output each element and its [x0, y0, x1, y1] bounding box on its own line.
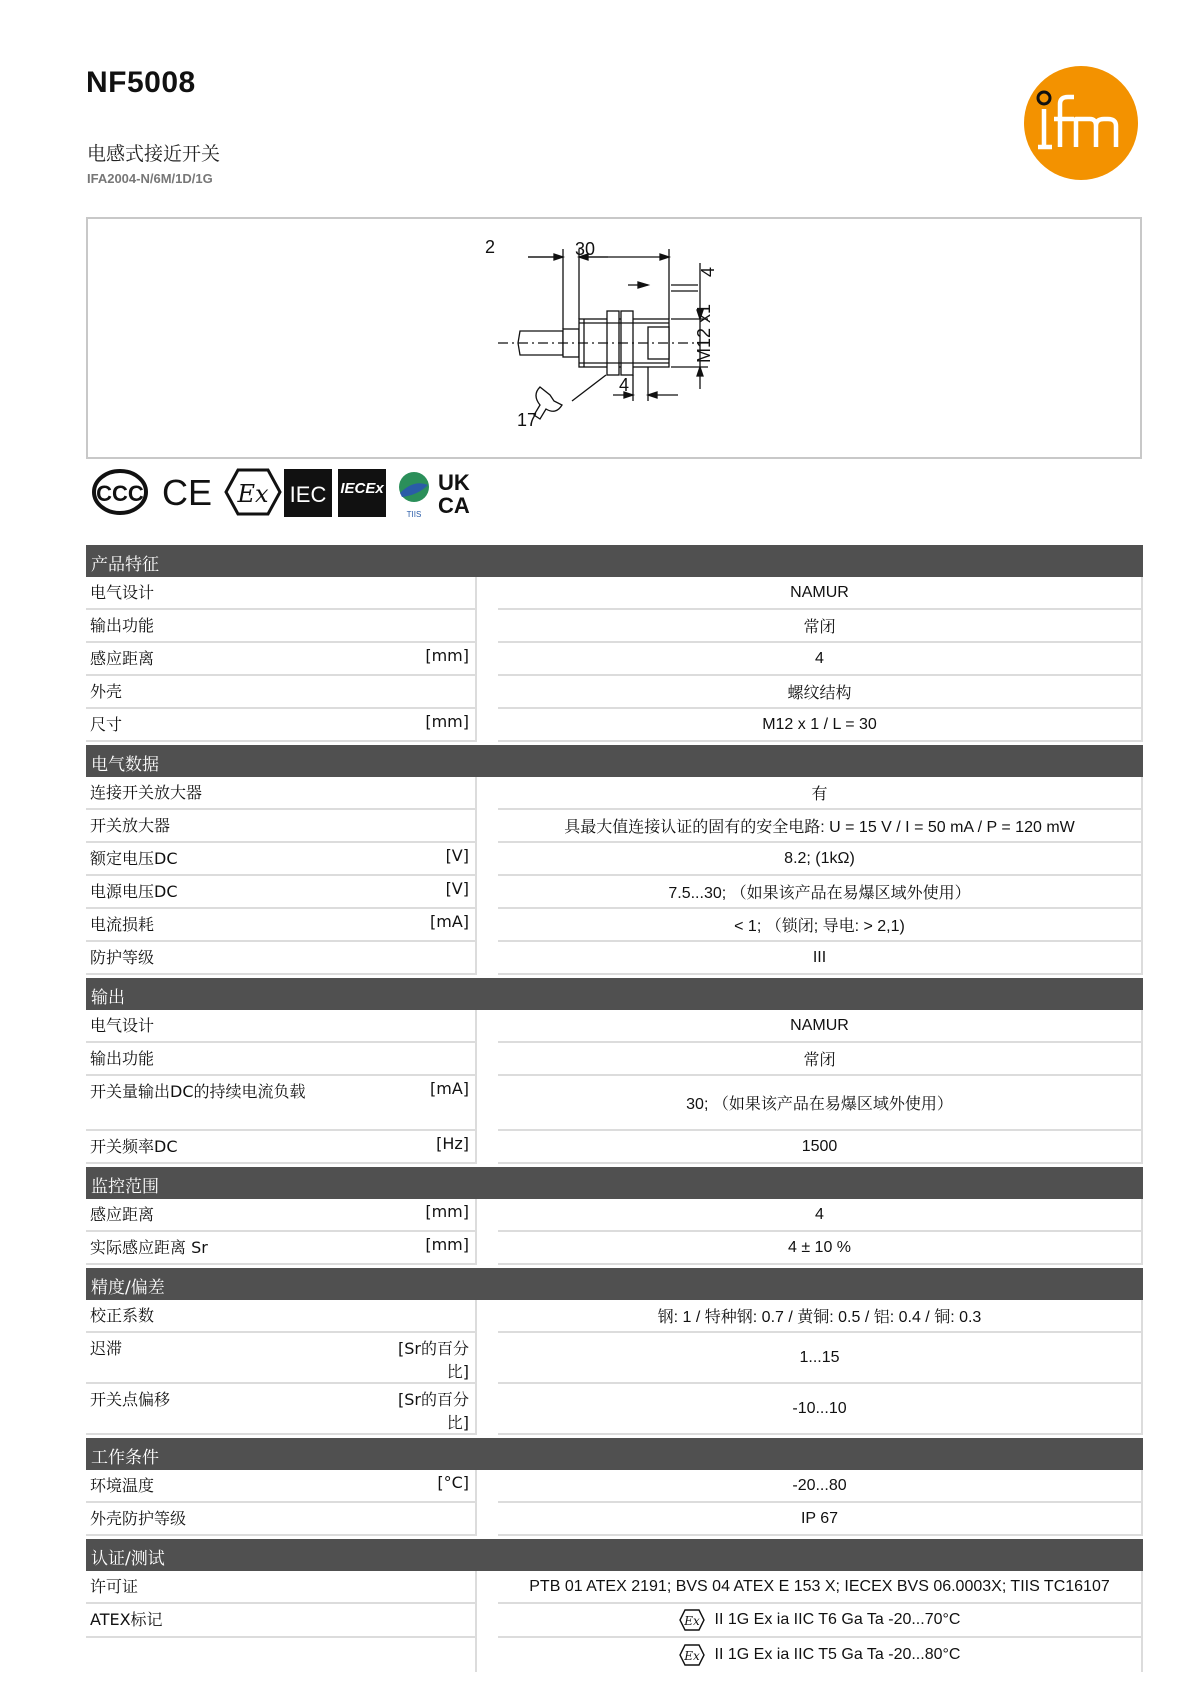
- spec-unit: [385, 1300, 477, 1333]
- spec-label: 许可证: [86, 1571, 385, 1604]
- spec-label: 迟滞: [86, 1333, 385, 1384]
- spec-label: 电源电压DC: [86, 876, 385, 909]
- spec-unit: [mA]: [385, 1076, 477, 1131]
- spec-value: NAMUR: [498, 1010, 1143, 1043]
- spec-value: 1500: [498, 1131, 1143, 1164]
- spec-value: NAMUR: [498, 577, 1143, 610]
- spec-label: 感应距离: [86, 643, 385, 676]
- spec-value: 8.2; (1kΩ): [498, 843, 1143, 876]
- spec-label: ATEX标记: [86, 1604, 385, 1638]
- spec-label: 开关放大器: [86, 810, 385, 843]
- spec-label: 电气设计: [86, 577, 385, 610]
- spec-label: 电气设计: [86, 1010, 385, 1043]
- spec-unit: [V]: [385, 843, 477, 876]
- spec-unit: [385, 1638, 477, 1672]
- section-title-output: 输出: [86, 978, 1143, 1010]
- spec-unit: [385, 1604, 477, 1638]
- spec-unit: [Hz]: [385, 1131, 477, 1164]
- section-title-electrical: 电气数据: [86, 745, 1143, 777]
- spec-unit: [°C]: [385, 1470, 477, 1503]
- svg-text:CE: CE: [162, 472, 213, 513]
- section-title-accuracy: 精度/偏差: [86, 1268, 1143, 1300]
- dim-4-top: 4: [698, 266, 718, 277]
- spec-value: -10...10: [498, 1384, 1143, 1435]
- spec-unit: [385, 676, 477, 709]
- svg-text:IEC: IEC: [289, 482, 327, 507]
- spec-value: -20...80: [498, 1470, 1143, 1503]
- spec-unit: [mm]: [385, 709, 477, 742]
- spec-unit: [385, 1043, 477, 1076]
- section-title-approvals: 认证/测试: [86, 1539, 1143, 1571]
- spec-unit: [V]: [385, 876, 477, 909]
- dim-30: 30: [575, 239, 596, 259]
- ce-icon: [162, 472, 212, 513]
- iec-icon: [284, 469, 332, 517]
- spec-label: 实际感应距离 Sr: [86, 1232, 385, 1265]
- spec-value: 具最大值连接认证的固有的安全电路: U = 15 V / I = 50 mA / P = 120 mW: [498, 810, 1143, 843]
- certification-logos: [92, 465, 512, 521]
- ex-mark-icon: [679, 1643, 705, 1667]
- ex-mark-icon: [679, 1608, 705, 1632]
- atex-marking: II 1G Ex ia IIC T5 Ga Ta -20...80°C: [714, 1646, 961, 1664]
- section-title-monitoring: 监控范围: [86, 1167, 1143, 1199]
- svg-text:IECEx: IECEx: [340, 480, 384, 497]
- spec-unit: [385, 1571, 477, 1604]
- spec-value: 钢: 1 / 特种钢: 0.7 / 黄铜: 0.5 / 铝: 0.4 / 铜: 0.3: [498, 1300, 1143, 1333]
- dimension-drawing: [86, 217, 1142, 459]
- iecex-icon: [338, 469, 386, 517]
- spec-value: III: [498, 942, 1143, 975]
- spec-label: 尺寸: [86, 709, 385, 742]
- spec-label: 输出功能: [86, 610, 385, 643]
- spec-value: 4: [498, 643, 1143, 676]
- spec-value: [498, 1638, 1143, 1672]
- svg-text:TIIS: TIIS: [406, 510, 422, 519]
- spec-label: 输出功能: [86, 1043, 385, 1076]
- spec-value: < 1; （锁闭; 导电: > 2,1): [498, 909, 1143, 942]
- spec-unit: [mA]: [385, 909, 477, 942]
- section-title-product: 产品特征: [86, 545, 1143, 577]
- spec-unit: [385, 810, 477, 843]
- spec-unit: [385, 1010, 477, 1043]
- dim-thread: M12 x1: [694, 303, 714, 363]
- specification-table: [86, 545, 1143, 1672]
- spec-unit: [385, 577, 477, 610]
- tiis-icon: [399, 472, 429, 519]
- spec-value: 常闭: [498, 1043, 1143, 1076]
- spec-label: 防护等级: [86, 942, 385, 975]
- spec-value: PTB 01 ATEX 2191; BVS 04 ATEX E 153 X; IECEX BVS 06.0003X; TIIS TC16107: [498, 1571, 1143, 1604]
- spec-unit: [Sr的百分比]: [385, 1333, 477, 1384]
- svg-text:Ex: Ex: [683, 1649, 700, 1663]
- ifm-logo: [1022, 64, 1140, 182]
- spec-value: 螺纹结构: [498, 676, 1143, 709]
- svg-text:Ex: Ex: [237, 480, 269, 508]
- spec-label: 开关量输出DC的持续电流负载: [86, 1076, 385, 1131]
- svg-text:Ex: Ex: [683, 1614, 700, 1628]
- atex-marking: II 1G Ex ia IIC T6 Ga Ta -20...70°C: [714, 1611, 961, 1629]
- dim-4-bottom: 4: [619, 375, 630, 395]
- ukca-icon: [438, 470, 470, 518]
- dim-2: 2: [485, 237, 496, 257]
- spec-value: [498, 1604, 1143, 1638]
- spec-value: 4: [498, 1199, 1143, 1232]
- spec-value: 30; （如果该产品在易爆区域外使用）: [498, 1076, 1143, 1131]
- spec-value: 有: [498, 777, 1143, 810]
- ex-icon: [226, 470, 280, 514]
- spec-label: [86, 1638, 385, 1672]
- section-title-operating: 工作条件: [86, 1438, 1143, 1470]
- svg-text:CCC: CCC: [96, 481, 144, 506]
- spec-label: 感应距离: [86, 1199, 385, 1232]
- spec-unit: [Sr的百分比]: [385, 1384, 477, 1435]
- product-subtitle: 电感式接近开关: [87, 143, 221, 165]
- article-code: IFA2004-N/6M/1D/1G: [87, 171, 213, 186]
- spec-unit: [385, 777, 477, 810]
- spec-label: 额定电压DC: [86, 843, 385, 876]
- spec-label: 开关点偏移: [86, 1384, 385, 1435]
- spec-label: 环境温度: [86, 1470, 385, 1503]
- spec-label: 连接开关放大器: [86, 777, 385, 810]
- spec-label: 开关频率DC: [86, 1131, 385, 1164]
- dim-17: 17: [517, 410, 538, 430]
- product-title: NF5008: [86, 66, 196, 99]
- spec-unit: [385, 942, 477, 975]
- spec-unit: [385, 610, 477, 643]
- svg-text:CA: CA: [438, 493, 470, 518]
- spec-label: 校正系数: [86, 1300, 385, 1333]
- spec-unit: [mm]: [385, 643, 477, 676]
- spec-label: 外壳: [86, 676, 385, 709]
- spec-value: 常闭: [498, 610, 1143, 643]
- spec-label: 电流损耗: [86, 909, 385, 942]
- spec-unit: [mm]: [385, 1199, 477, 1232]
- spec-label: 外壳防护等级: [86, 1503, 385, 1536]
- spec-value: IP 67: [498, 1503, 1143, 1536]
- ccc-icon: [94, 471, 146, 513]
- spec-unit: [385, 1503, 477, 1536]
- spec-unit: [mm]: [385, 1232, 477, 1265]
- spec-value: M12 x 1 / L = 30: [498, 709, 1143, 742]
- spec-value: 7.5...30; （如果该产品在易爆区域外使用）: [498, 876, 1143, 909]
- spec-value: 4 ± 10 %: [498, 1232, 1143, 1265]
- spec-value: 1...15: [498, 1333, 1143, 1384]
- svg-text:UK: UK: [438, 470, 470, 495]
